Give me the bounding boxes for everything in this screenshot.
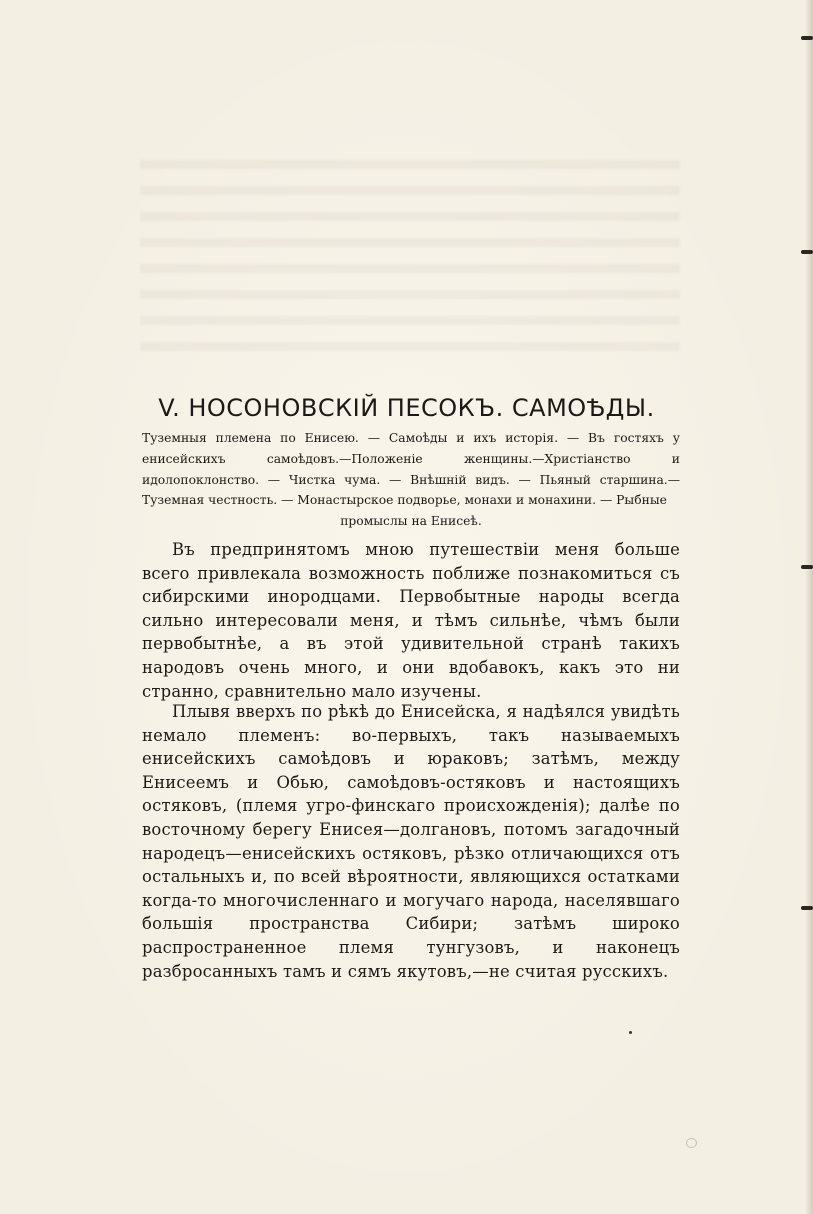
reverse-side-bleed-through bbox=[140, 160, 680, 360]
edge-mark bbox=[801, 250, 813, 254]
chapter-summary bbox=[142, 428, 680, 532]
chapter-summary-text: Туземныя племена по Енисею. — Самоѣды и ихъ исторія. — Въ гостяхъ у енисейскихъ самоѣдовъ.—Положеніе женщины.—Христіанство и идолопоклонство. — Чистка чума. — Внѣшній видъ. — Пьяный старшина.—Туземная честность. — Монастырское подворье, монахи и монахини. — Рыбные bbox=[142, 431, 680, 508]
chapter-title: V. НОСОНОВСКІЙ ПЕСОКЪ. САМОѢДЫ. bbox=[158, 394, 655, 422]
edge-mark bbox=[801, 36, 813, 40]
edge-mark bbox=[801, 565, 813, 569]
paper-smudge bbox=[686, 1138, 697, 1148]
ink-dot bbox=[629, 1031, 632, 1034]
body-paragraph-2: Плывя вверхъ по рѣкѣ до Енисейска, я надѣялся увидѣть немало племенъ: во-первыхъ, такъ называемыхъ енисейскихъ самоѣдовъ и юраковъ; затѣмъ, между Енисеемъ и Обью, самоѣдовъ-остяковъ и настоящихъ остяковъ, (племя угро-финскаго происхожденія); далѣе по восточному берегу Енисея—долгановъ, потомъ загадочный народецъ—енисейскихъ остяковъ, рѣзко отличающихся отъ остальныхъ и, по всей вѣроятности, являющихся остатками когда-то многочисленнаго и могучаго народа, населявшаго большія пространства Сибири; затѣмъ широко распространенное племя тунгузовъ, и наконецъ разбросанныхъ тамъ и сямъ якутовъ,—не считая русскихъ. bbox=[142, 702, 680, 981]
page-edge-shadow bbox=[805, 0, 813, 1214]
body-paragraph-1: Въ предпринятомъ мною путешествіи меня больше всего привлекала возможность поближе познакомиться съ сибирскими инородцами. Первобытные народы всегда сильно интересовали меня, и тѣмъ сильнѣе, чѣмъ были первобытнѣе, а въ этой удивительной странѣ такихъ народовъ очень много, и они вдобавокъ, какъ это ни странно, сравнительно мало изучены. bbox=[142, 540, 680, 701]
chapter-summary-last-line: промыслы на Енисеѣ. bbox=[340, 514, 482, 529]
edge-mark bbox=[801, 906, 813, 910]
